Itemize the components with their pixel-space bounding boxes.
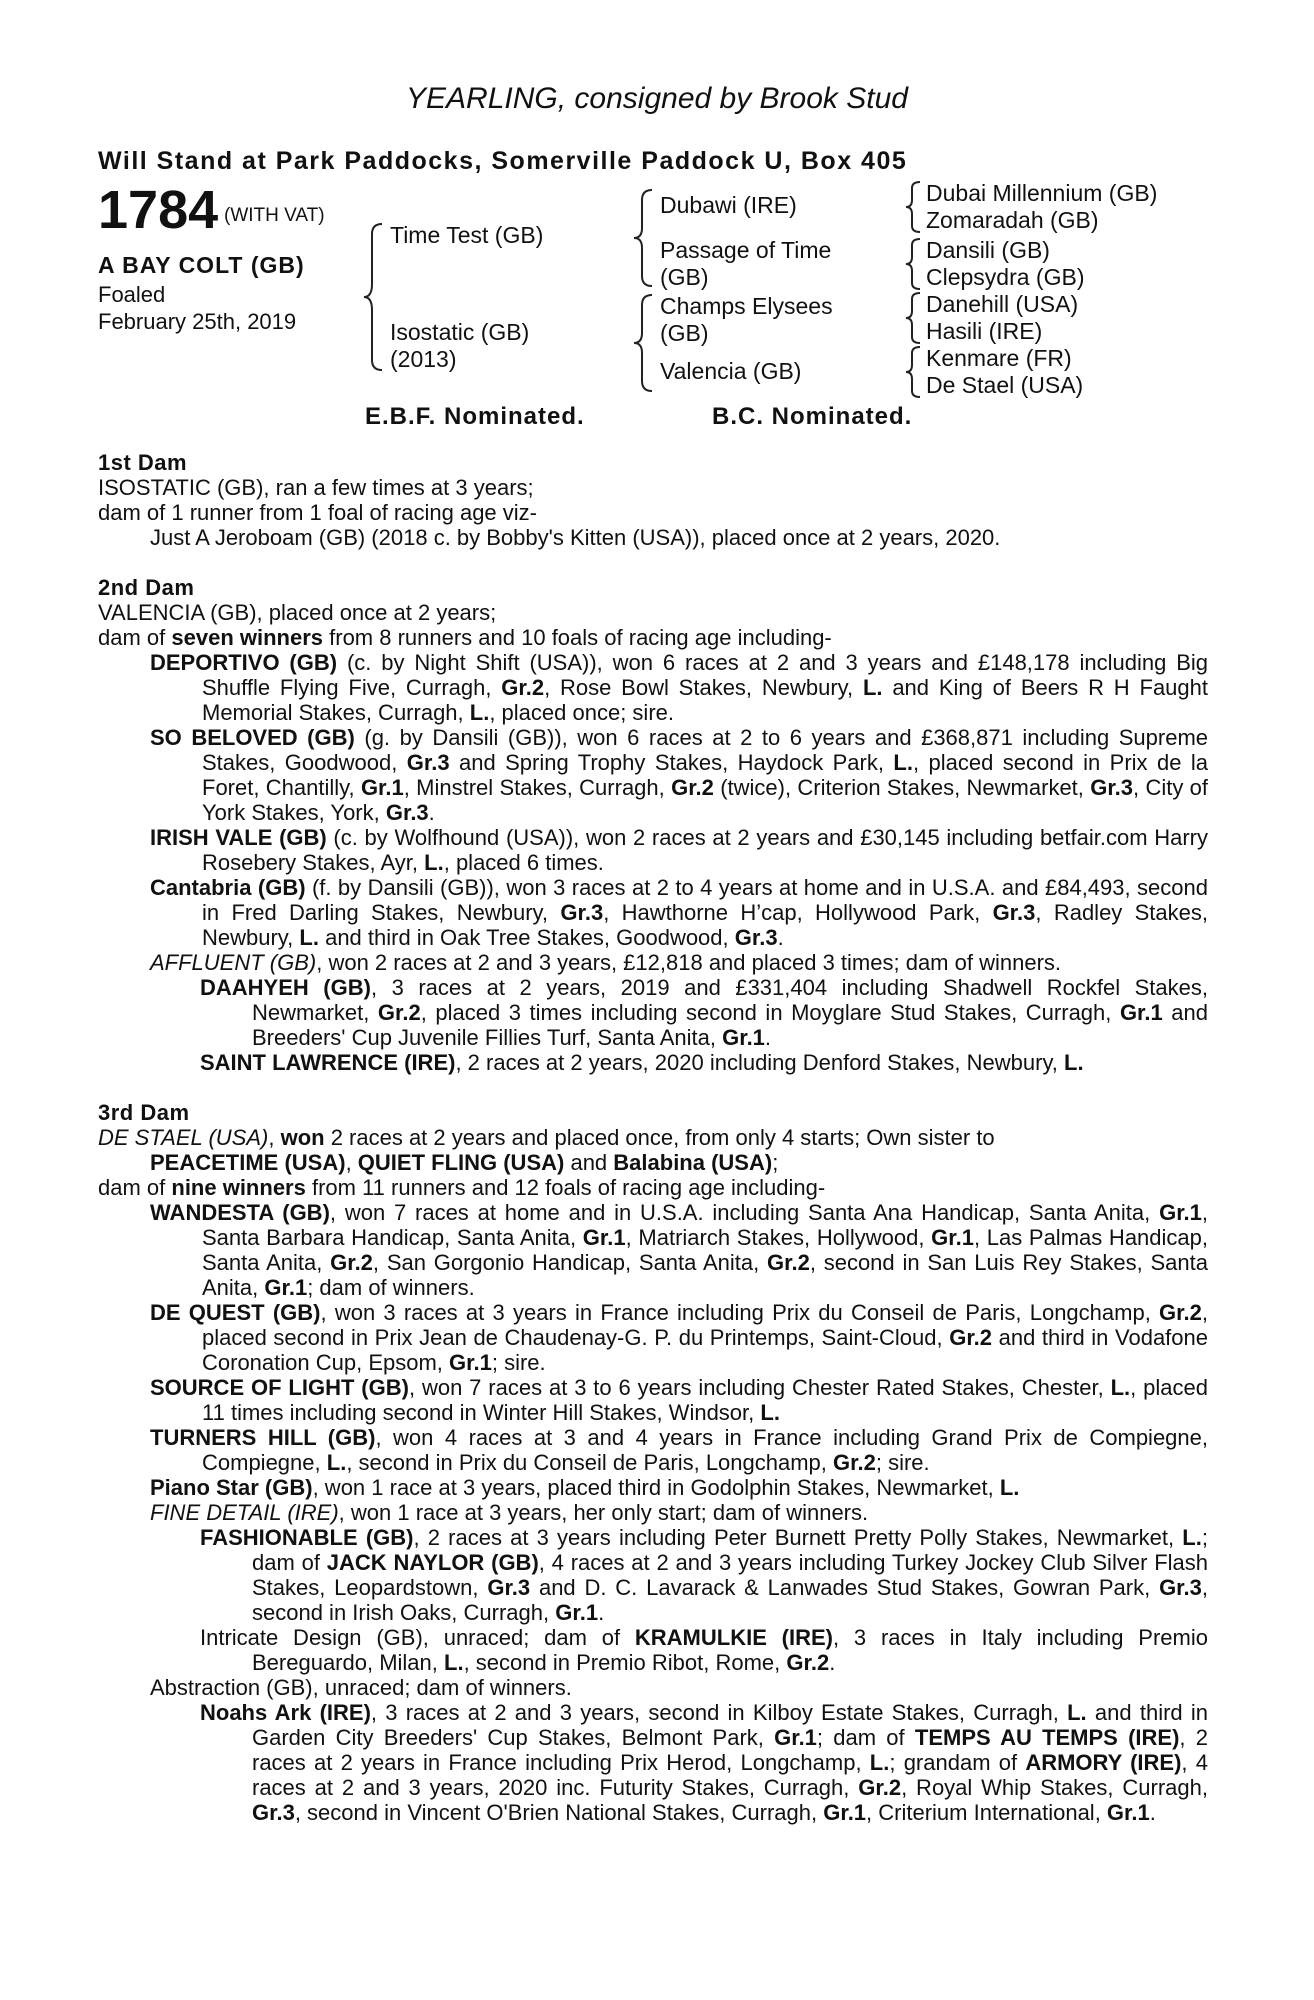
- foaled-label: Foaled: [98, 282, 166, 307]
- second-dam-line: dam of seven winners from 8 runners and 10 foals of racing age including-: [98, 625, 832, 650]
- produce-entry: WANDESTA (GB), won 7 races at home and in U.S.A. including Santa Ana Handicap, Santa Anita, Gr.1, Santa Barbara Handicap, Santa Anita, Gr.1, Matriarch Stakes, Hollywood, Gr.1, Las Palmas Handicap, Santa Anita, Gr.2, San Gorgonio Handicap, Santa Anita, Gr.2, second in San Luis Rey Stakes, Santa Anita, Gr.1; dam of winners.: [150, 1200, 1209, 1300]
- third-dam-line: dam of nine winners from 11 runners and 12 foals of racing age including-: [98, 1175, 826, 1200]
- catalogue-body: [98, 450, 1208, 1825]
- brace-g3d: [900, 345, 926, 399]
- produce-entry: DE QUEST (GB), won 3 races at 3 years in France including Prix du Conseil de Paris, Longchamp, Gr.2, placed second in Prix Jean de Chaudenay-G. P. du Printemps, Saint-Cloud, Gr.2 and third in Vodafone Coronation Cup, Epsom, Gr.1; sire.: [150, 1300, 1208, 1375]
- pedigree-dam: Isostatic (GB) (2013): [390, 319, 530, 372]
- third-dam-title: 3rd Dam: [98, 1100, 190, 1125]
- produce-entry: AFFLUENT (GB), won 2 races at 2 and 3 years, £12,818 and placed 3 times; dam of winners.: [150, 950, 1062, 975]
- pedigree-sss: Dubai Millennium (GB): [926, 180, 1158, 206]
- produce-entry: SAINT LAWRENCE (IRE), 2 races at 2 years, 2020 including Denford Stakes, Newbury, L.: [200, 1050, 1084, 1075]
- third-dam-line: PEACETIME (USA), QUIET FLING (USA) and Balabina (USA);: [150, 1150, 779, 1175]
- stand-location: Will Stand at Park Paddocks, Somerville Paddock U, Box 405: [98, 147, 908, 175]
- vat-note: (WITH VAT): [224, 205, 325, 226]
- pedigree-dss: Danehill (USA): [926, 291, 1079, 317]
- produce-entry: FASHIONABLE (GB), 2 races at 3 years including Peter Burnett Pretty Polly Stakes, Newmarket, L.; dam of JACK NAYLOR (GB), 4 races at 2 and 3 years including Turkey Jockey Club Silver Flash Stakes, Leopardstown, Gr.3 and D. C. Lavarack & Lanwades Stud Stakes, Gowran Park, Gr.3, second in Irish Oaks, Curragh, Gr.1.: [200, 1525, 1208, 1625]
- pedigree-sds: Dansili (GB): [926, 237, 1050, 263]
- brace-g3c: [900, 291, 926, 345]
- second-dam-line: VALENCIA (GB), placed once at 2 years;: [98, 600, 497, 625]
- first-dam-title: 1st Dam: [98, 450, 188, 475]
- pedigree-dsd: Hasili (IRE): [926, 318, 1043, 344]
- pedigree-sire-dam: Passage of Time (GB): [660, 237, 832, 290]
- produce-entry: DAAHYEH (GB), 3 races at 2 years, 2019 and £331,404 including Shadwell Rockfel Stakes, Newmarket, Gr.2, placed 3 times including second in Moyglare Stud Stakes, Curragh, Gr.1 and Breeders' Cup Juvenile Fillies Turf, Santa Anita, Gr.1.: [200, 975, 1208, 1050]
- bc-nominated: B.C. Nominated.: [712, 403, 913, 430]
- produce-entry: TURNERS HILL (GB), won 4 races at 3 and 4 years in France including Grand Prix de Compiegne, Compiegne, L., second in Prix du Conseil de Paris, Longchamp, Gr.2; sire.: [150, 1425, 1208, 1475]
- produce-entry: Abstraction (GB), unraced; dam of winners.: [150, 1675, 572, 1700]
- third-dam-line: DE STAEL (USA), won 2 races at 2 years and placed once, from only 4 starts; Own sister to: [98, 1125, 995, 1150]
- produce-entry: SOURCE OF LIGHT (GB), won 7 races at 3 to 6 years including Chester Rated Stakes, Chester, L., placed 11 times including second in Winter Hill Stakes, Windsor, L.: [150, 1375, 1208, 1425]
- produce-entry: Intricate Design (GB), unraced; dam of KRAMULKIE (IRE), 3 races in Italy including Premio Bereguardo, Milan, L., second in Premio Ribot, Rome, Gr.2.: [200, 1625, 1208, 1675]
- pedigree-brace-dam: [630, 293, 660, 393]
- page-heading: YEARLING, consigned by Brook Stud: [406, 82, 908, 115]
- produce-entry: DEPORTIVO (GB) (c. by Night Shift (USA)), won 6 races at 2 and 3 years and £148,178 including Big Shuffle Flying Five, Curragh, Gr.2, Rose Bowl Stakes, Newbury, L. and King of Beers R H Faught Memorial Stakes, Curragh, L., placed once; sire.: [150, 650, 1208, 725]
- lot-number: 1784: [98, 180, 219, 240]
- pedigree-dam-sire: Champs Elysees (GB): [660, 293, 833, 346]
- first-dam-produce: Just A Jeroboam (GB) (2018 c. by Bobby's Kitten (USA)), placed once at 2 years, 2020.: [150, 525, 1001, 550]
- pedigree-brace-sire: [630, 188, 660, 288]
- produce-entry: Noahs Ark (IRE), 3 races at 2 and 3 years, second in Kilboy Estate Stakes, Curragh, L. and third in Garden City Breeders' Cup Stakes, Belmont Park, Gr.1; dam of TEMPS AU TEMPS (IRE), 2 races at 2 years in France including Prix Herod, Longchamp, L.; grandam of ARMORY (IRE), 4 races at 2 and 3 years, 2020 inc. Futurity Stakes, Curragh, Gr.2, Royal Whip Stakes, Curragh, Gr.3, second in Vincent O'Brien National Stakes, Curragh, Gr.1, Criterium International, Gr.1.: [200, 1700, 1209, 1825]
- pedigree-dam-dam: Valencia (GB): [660, 358, 802, 384]
- produce-entry: SO BELOVED (GB) (g. by Dansili (GB)), won 6 races at 2 to 6 years and £368,871 including Supreme Stakes, Goodwood, Gr.3 and Spring Trophy Stakes, Haydock Park, L., placed second in Prix de la Foret, Chantilly, Gr.1, Minstrel Stakes, Curragh, Gr.2 (twice), Criterion Stakes, Newmarket, Gr.3, City of York Stakes, York, Gr.3.: [150, 725, 1209, 825]
- pedigree-ssd: Zomaradah (GB): [926, 207, 1099, 233]
- pedigree-sire-sire: Dubawi (IRE): [660, 192, 797, 218]
- ebf-nominated: E.B.F. Nominated.: [365, 403, 585, 430]
- first-dam-line: ISOSTATIC (GB), ran a few times at 3 years;: [98, 475, 534, 500]
- brace-g3b: [900, 237, 926, 291]
- produce-entry: FINE DETAIL (IRE), won 1 race at 3 years, her only start; dam of winners.: [150, 1500, 869, 1525]
- pedigree-dds: Kenmare (FR): [926, 345, 1072, 371]
- foaled-info: [98, 281, 296, 335]
- produce-entry: Cantabria (GB) (f. by Dansili (GB)), won 3 races at 2 to 4 years at home and in U.S.A. and £84,493, second in Fred Darling Stakes, Newbury, Gr.3, Hawthorne H’cap, Hollywood Park, Gr.3, Radley Stakes, Newbury, L. and third in Oak Tree Stakes, Goodwood, Gr.3.: [150, 875, 1209, 950]
- pedigree-ddd: De Stael (USA): [926, 372, 1084, 398]
- first-dam-line: dam of 1 runner from 1 foal of racing age viz-: [98, 500, 537, 525]
- pedigree-brace-main: [360, 222, 390, 372]
- foaled-date: February 25th, 2019: [98, 309, 297, 334]
- brace-g3a: [900, 180, 926, 234]
- pedigree-sire: Time Test (GB): [390, 222, 544, 248]
- produce-entry: IRISH VALE (GB) (c. by Wolfhound (USA)), won 2 races at 2 years and £30,145 including betfair.com Harry Rosebery Stakes, Ayr, L., placed 6 times.: [150, 825, 1209, 875]
- pedigree-sdd: Clepsydra (GB): [926, 264, 1085, 290]
- horse-description: A BAY COLT (GB): [98, 252, 305, 278]
- second-dam-title: 2nd Dam: [98, 575, 195, 600]
- produce-entry: Piano Star (GB), won 1 race at 3 years, placed third in Godolphin Stakes, Newmarket, L.: [150, 1475, 1020, 1500]
